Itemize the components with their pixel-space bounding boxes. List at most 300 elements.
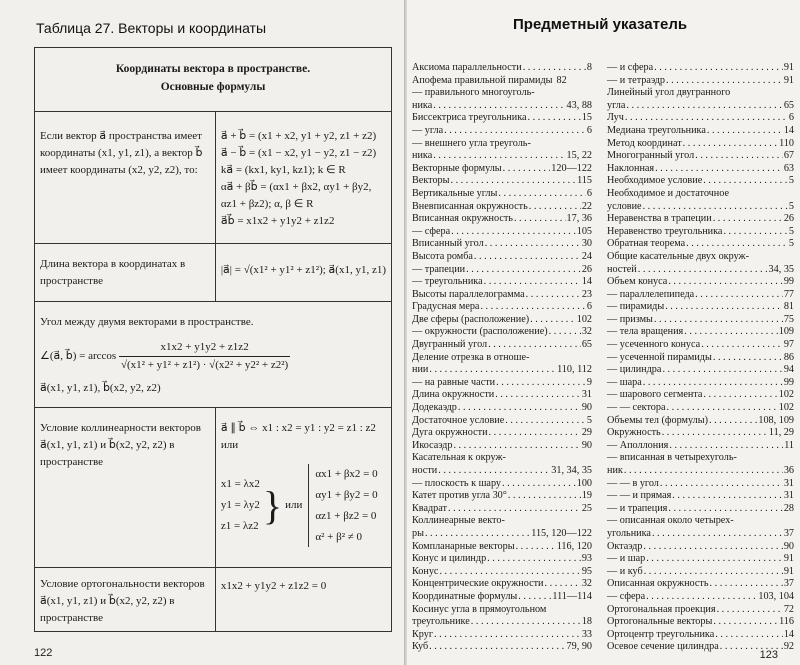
leader-dots — [643, 541, 782, 554]
index-page-ref: 105 — [576, 225, 592, 237]
index-entry — [412, 175, 592, 188]
table-row — [35, 243, 392, 301]
index-page-ref: 32 — [581, 578, 592, 590]
leader-dots — [545, 578, 581, 591]
index-page-ref: 9 — [586, 376, 592, 388]
index-page-ref: 115 — [577, 175, 592, 187]
index-page-ref: 5 — [586, 414, 592, 426]
leader-dots — [429, 641, 565, 654]
table-row — [35, 301, 392, 407]
leader-dots — [695, 150, 783, 163]
index-entry — [607, 541, 794, 554]
leader-dots — [713, 352, 783, 365]
index-term: — трапеции — [412, 263, 466, 275]
index-entry — [412, 641, 592, 654]
row-label: Длина вектора в координатах в пространстве — [35, 243, 216, 301]
leader-dots — [683, 138, 778, 151]
index-page-ref: 6 — [586, 301, 592, 313]
leader-dots — [662, 427, 768, 440]
index-entry — [607, 553, 794, 566]
index-term: Квадрат — [412, 502, 447, 514]
index-entry — [607, 213, 794, 226]
index-term: Окружность — [607, 427, 661, 439]
index-page-ref: 75 — [783, 313, 794, 325]
formula: ∠(a⃗, b⃗) = arccos — [40, 349, 117, 362]
index-term: Неравенство треугольника — [607, 225, 723, 237]
index-entry — [607, 289, 794, 302]
index-page-ref: 37 — [783, 578, 794, 590]
leader-dots — [429, 364, 556, 377]
or-label: или — [220, 438, 239, 451]
index-page-ref: 15 — [581, 112, 592, 124]
equation: y1 = λy2 — [220, 499, 260, 512]
index-term: Наклонная — [607, 162, 655, 174]
index-term: — — и прямая — [607, 490, 672, 502]
index-term: Высоты параллелограмма — [412, 288, 525, 300]
index-term: Косинус угла в прямоугольном — [412, 603, 547, 615]
index-entry — [412, 251, 592, 264]
formula: a⃗ + b⃗ = (x1 + x2, y1 + y2, z1 + z2) — [220, 129, 377, 142]
table-row — [35, 111, 392, 243]
index-term: — и шар — [607, 553, 646, 565]
index-entry — [607, 75, 794, 88]
leader-dots — [701, 339, 783, 352]
row-formulas — [215, 567, 391, 631]
page-header: Таблица 27. Векторы и координаты — [36, 20, 267, 36]
index-page-ref: 6 — [788, 112, 794, 124]
leader-dots — [439, 566, 580, 579]
leader-dots — [717, 604, 783, 617]
leader-dots — [707, 125, 783, 138]
index-term: Градусная мера — [412, 301, 480, 313]
index-entry — [607, 629, 794, 642]
index-term: — сфера — [607, 590, 646, 602]
index-page-ref: 6 — [586, 124, 592, 136]
leader-dots — [669, 440, 783, 453]
index-entry — [607, 314, 794, 327]
index-entry — [607, 188, 794, 201]
leader-dots — [666, 75, 783, 88]
index-page-ref: 28 — [783, 502, 794, 514]
index-entry — [412, 339, 592, 352]
index-term: Концентрические окружности — [412, 578, 544, 590]
index-term: — параллелепипеда — [607, 288, 695, 300]
index-entry — [607, 352, 794, 365]
leader-dots — [624, 465, 783, 478]
index-page-ref: 30 — [581, 238, 592, 250]
index-entry — [412, 125, 592, 138]
index-term: Вписанная окружность — [412, 213, 513, 225]
index-term: — плоскость к шару — [412, 477, 502, 489]
index-page-ref: 37 — [783, 527, 794, 539]
index-entry — [607, 591, 794, 604]
index-page-ref: 6 — [586, 187, 592, 199]
leader-dots — [626, 100, 782, 113]
leader-dots — [505, 415, 586, 428]
leader-dots — [646, 553, 783, 566]
index-term: Аксиома параллельности — [412, 62, 522, 73]
index-term: — и трапеция — [607, 502, 668, 514]
index-term: Необходимое и достаточное — [607, 187, 729, 199]
index-page-ref: 11 — [784, 439, 794, 451]
index-page-ref: 91 — [783, 74, 794, 86]
index-entry — [412, 490, 592, 503]
leader-dots — [503, 163, 551, 176]
leader-dots — [433, 100, 565, 113]
index-entry — [607, 175, 794, 188]
leader-dots — [710, 578, 783, 591]
index-term: — окружности (расположение) — [412, 326, 548, 338]
index-page-ref: 90 — [581, 439, 592, 451]
leader-dots — [654, 314, 783, 327]
index-term: Вписанный угол — [412, 238, 484, 250]
index-page-ref: 63 — [783, 162, 794, 174]
index-page-ref: 29 — [581, 427, 592, 439]
index-entry — [607, 163, 794, 176]
index-entry — [607, 503, 794, 516]
index-term: Деление отрезка в отноше- — [412, 351, 530, 363]
index-page-ref: 99 — [783, 376, 794, 388]
index-entry — [607, 440, 794, 453]
leader-dots — [487, 553, 581, 566]
index-term: Координатные формулы — [412, 590, 518, 602]
index-page-ref: 11, 29 — [768, 427, 794, 439]
index-page-ref: 24 — [581, 250, 592, 262]
index-page-ref: 67 — [783, 150, 794, 162]
leader-dots — [485, 238, 581, 251]
index-term: — на равные части — [412, 376, 496, 388]
table-row — [35, 407, 392, 567]
leader-dots — [514, 213, 566, 226]
index-term: Необходимое условие — [607, 175, 703, 187]
index-term: Конус — [412, 565, 439, 577]
index-entry — [412, 213, 592, 226]
index-page-ref: 31 — [581, 389, 592, 401]
index-entry — [607, 301, 794, 314]
leader-dots — [652, 528, 783, 541]
index-term: Векторы — [412, 175, 450, 187]
index-page-ref: 31, 34, 35 — [551, 465, 592, 476]
leader-dots — [665, 301, 783, 314]
leader-dots — [498, 188, 586, 201]
index-page-ref: 110, 112 — [557, 364, 592, 376]
index-entry — [607, 465, 794, 478]
index-entry — [607, 264, 794, 277]
leader-dots — [662, 364, 782, 377]
index-page-ref: 94 — [783, 364, 794, 376]
index-term: Вневписанная окружность — [412, 200, 528, 212]
index-entry — [412, 604, 592, 617]
index-page-ref: 91 — [783, 553, 794, 565]
index-term: Двугранный угол — [412, 339, 488, 351]
index-column-1 — [412, 62, 592, 654]
index-term: Осевое сечение цилиндра — [607, 641, 719, 653]
index-page-ref: 99 — [783, 276, 794, 288]
index-entry — [607, 226, 794, 239]
index-term: Икосаэдр — [412, 439, 453, 451]
index-term: ностей — [607, 263, 637, 275]
system-2 — [308, 464, 377, 548]
index-term: — сфера — [412, 225, 451, 237]
index-term: Описанная окружность — [607, 578, 709, 590]
index-term: — усеченного конуса — [607, 339, 701, 351]
index-page-ref: 31 — [783, 477, 794, 489]
index-term: — — сектора — [607, 402, 666, 414]
system-1 — [221, 474, 260, 537]
index-term: Многогранный угол — [607, 150, 695, 162]
index-entry — [607, 251, 794, 264]
index-entry — [412, 163, 592, 176]
index-entry — [412, 326, 592, 339]
leader-dots — [625, 112, 788, 125]
index-term: Луч — [607, 112, 624, 124]
leader-dots — [484, 276, 581, 289]
index-entry — [412, 566, 592, 579]
leader-dots — [715, 629, 783, 642]
index-title: Предметный указатель — [513, 16, 688, 33]
index-term: — и куб — [607, 565, 643, 577]
index-term: — треугольника — [412, 276, 483, 288]
index-term: Компланарные векторы — [412, 540, 515, 552]
formula: x1x2 + y1y2 + z1z2 = 0 — [220, 579, 327, 592]
index-term: ности — [412, 465, 438, 476]
formula-table — [34, 47, 392, 632]
index-term: Высота ромба — [412, 250, 473, 262]
index-entry — [607, 415, 794, 428]
index-term: Конус и цилиндр — [412, 553, 487, 565]
leader-dots — [654, 62, 783, 75]
formula: ka⃗ = (kx1, ky1, kz1); k ∈ R — [220, 163, 346, 176]
leader-dots — [668, 503, 782, 516]
index-term: — шарового сегмента — [607, 389, 703, 401]
index-entry — [607, 490, 794, 503]
index-term: Две сферы (расположение) — [412, 313, 530, 325]
index-entry — [607, 515, 794, 528]
leader-dots — [489, 427, 581, 440]
leader-dots — [638, 264, 768, 277]
formula: a⃗ ∥ b⃗ ⇔ x1 : x2 = y1 : y2 = z1 : z2 — [220, 421, 376, 434]
formula: αz1 + βz2); α, β ∈ R — [220, 197, 314, 210]
index-entry — [412, 389, 592, 402]
index-entry — [412, 226, 592, 239]
leader-dots — [425, 528, 530, 541]
index-entry — [412, 402, 592, 415]
index-page-ref: 15, 22 — [566, 150, 592, 162]
leader-dots — [672, 490, 783, 503]
index-page-ref: 102 — [576, 313, 592, 325]
index-entry — [607, 276, 794, 289]
index-term: — призмы — [607, 313, 653, 325]
index-column-2 — [607, 62, 794, 654]
leader-dots — [643, 377, 783, 390]
index-term: Ортогональные векторы — [607, 616, 713, 628]
leader-dots — [646, 591, 757, 604]
index-term: Метод координат — [607, 137, 682, 149]
index-entry — [607, 578, 794, 591]
leader-dots — [655, 163, 783, 176]
index-page-ref: 5 — [788, 238, 794, 250]
index-entry — [607, 402, 794, 415]
leader-dots — [453, 440, 580, 453]
or-label: или — [285, 499, 303, 512]
index-term: Додекаэдр — [412, 402, 457, 414]
index-page-ref: 23 — [581, 288, 592, 300]
leader-dots — [518, 591, 551, 604]
index-page-ref: 72 — [783, 603, 794, 615]
index-entry — [412, 629, 592, 642]
formula: |a⃗| = √(x1² + y1² + z1²); a⃗(x1, y1, z1) — [220, 263, 386, 276]
index-term: Круг — [412, 628, 434, 640]
index-term: — пирамиды — [607, 301, 665, 313]
index-entry — [607, 478, 794, 491]
index-entry — [607, 452, 794, 465]
index-page-ref: 111—114 — [552, 590, 592, 602]
index-entry — [607, 389, 794, 402]
leader-dots — [703, 175, 788, 188]
index-entry — [607, 427, 794, 440]
index-entry — [412, 528, 592, 541]
index-entry — [607, 528, 794, 541]
index-entry — [412, 415, 592, 428]
index-entry — [412, 452, 592, 465]
index-term: — и тетраэдр — [607, 74, 666, 86]
index-page-ref: 25 — [581, 502, 592, 514]
leader-dots — [488, 339, 581, 352]
index-page-ref: 93 — [581, 553, 592, 565]
index-page-ref: 43, 88 — [566, 99, 592, 111]
index-entry — [412, 515, 592, 528]
index-term: — и сфера — [607, 62, 654, 73]
index-page-ref: 90 — [581, 402, 592, 414]
index-entry — [412, 264, 592, 277]
index-term: Коллинеарные векто- — [412, 515, 505, 527]
index-term: — — в угол — [607, 477, 659, 489]
index-entry — [412, 75, 592, 88]
index-entry — [607, 238, 794, 251]
index-entry — [412, 364, 592, 377]
leader-dots — [496, 377, 586, 390]
index-page-ref: 5 — [788, 175, 794, 187]
index-page-ref: 19 — [581, 490, 592, 502]
row-formulas — [215, 243, 391, 301]
index-entry — [412, 578, 592, 591]
index-entry — [607, 87, 794, 100]
index-page-ref: 82 — [556, 74, 567, 86]
index-term: Линейный угол двугранного — [607, 87, 731, 99]
formula: αa⃗ + βb⃗ = (αx1 + βx2, αy1 + βy2, — [220, 180, 372, 193]
row-label: Условие ортогональности векторов a⃗(x1, y1, z1) и b⃗(x2, y2, z2) в пространстве — [35, 567, 216, 631]
leader-dots — [526, 289, 581, 302]
index-entry — [412, 427, 592, 440]
index-entry — [412, 503, 592, 516]
index-term: — описанная около четырех- — [607, 515, 734, 527]
index-page-ref: 116 — [779, 616, 794, 628]
index-page-ref: 120—122 — [551, 162, 592, 174]
index-entry — [607, 100, 794, 113]
index-entry — [412, 553, 592, 566]
index-entry — [412, 314, 592, 327]
index-page-ref: 81 — [783, 301, 794, 313]
leader-dots — [723, 226, 787, 239]
index-entry — [607, 326, 794, 339]
index-page-ref: 5 — [788, 225, 794, 237]
index-term: Векторные формулы — [412, 162, 502, 174]
leader-dots — [713, 213, 783, 226]
index-page-ref: 77 — [783, 288, 794, 300]
formula: a⃗b⃗ = x1x2 + y1y2 + z1z2 — [220, 215, 335, 228]
index-term: — вписанная в четырехуголь- — [607, 452, 737, 464]
index-term: Касательная к окруж- — [412, 452, 506, 464]
index-page-ref: 116, 120 — [556, 540, 592, 552]
index-term: — внешнего угла треуголь- — [412, 137, 531, 149]
leader-dots — [433, 150, 565, 163]
angle-row — [35, 301, 392, 407]
index-term: Апофема правильной пирамиды — [412, 74, 553, 86]
leader-dots — [495, 389, 581, 402]
index-entry — [607, 604, 794, 617]
index-page-ref: 32 — [581, 326, 592, 338]
index-page-ref: 91 — [783, 62, 794, 73]
index-term: — правильного многоуголь- — [412, 87, 535, 99]
index-term: Куб — [412, 641, 429, 653]
index-term: Длина окружности — [412, 389, 495, 401]
angle-formula — [40, 339, 386, 374]
index-entry — [412, 112, 592, 125]
index-term: Обратная теорема — [607, 238, 686, 250]
index-page-ref: 110 — [779, 137, 794, 149]
leader-dots — [709, 415, 757, 428]
page-number: 123 — [759, 649, 778, 661]
index-entry — [607, 339, 794, 352]
index-page-ref: 79, 90 — [566, 641, 592, 653]
index-term: ника — [412, 99, 433, 111]
index-page-ref: 100 — [576, 477, 592, 489]
leader-dots — [528, 112, 581, 125]
right-brace: } — [262, 482, 283, 528]
index-term: Неравенства в трапеции — [607, 213, 712, 225]
leader-dots — [466, 264, 581, 277]
leader-dots — [480, 301, 585, 314]
index-term: Вертикальные углы — [412, 187, 498, 199]
index-term: ника — [412, 150, 433, 162]
formula: a⃗ − b⃗ = (x1 − x2, y1 − y2, z1 − z2) — [220, 146, 377, 159]
index-entry — [412, 150, 592, 163]
system-of-equations — [221, 464, 386, 548]
index-page-ref: 17, 36 — [566, 213, 592, 225]
index-term: Ортоцентр треугольника — [607, 628, 715, 640]
index-term: условие — [607, 200, 642, 212]
index-term: Общие касательные двух окруж- — [607, 250, 749, 262]
index-entry — [607, 138, 794, 151]
index-entry — [412, 188, 592, 201]
index-page-ref: 103, 104 — [758, 590, 794, 602]
index-page-ref: 5 — [788, 200, 794, 212]
index-page-ref: 92 — [783, 641, 794, 653]
index-term: — Аполлония — [607, 439, 669, 451]
index-entry — [607, 150, 794, 163]
index-term: — угла — [412, 124, 444, 136]
leader-dots — [458, 402, 581, 415]
index-page-ref: 8 — [586, 62, 592, 73]
index-page-ref: 109 — [778, 326, 794, 338]
index-term: Объемы тел (формулы) — [607, 414, 708, 426]
leader-dots — [451, 226, 576, 239]
index-entry — [412, 465, 592, 478]
index-entry — [412, 616, 592, 629]
index-entry — [412, 478, 592, 491]
index-term: Октаэдр — [607, 540, 643, 552]
index-entry — [607, 377, 794, 390]
